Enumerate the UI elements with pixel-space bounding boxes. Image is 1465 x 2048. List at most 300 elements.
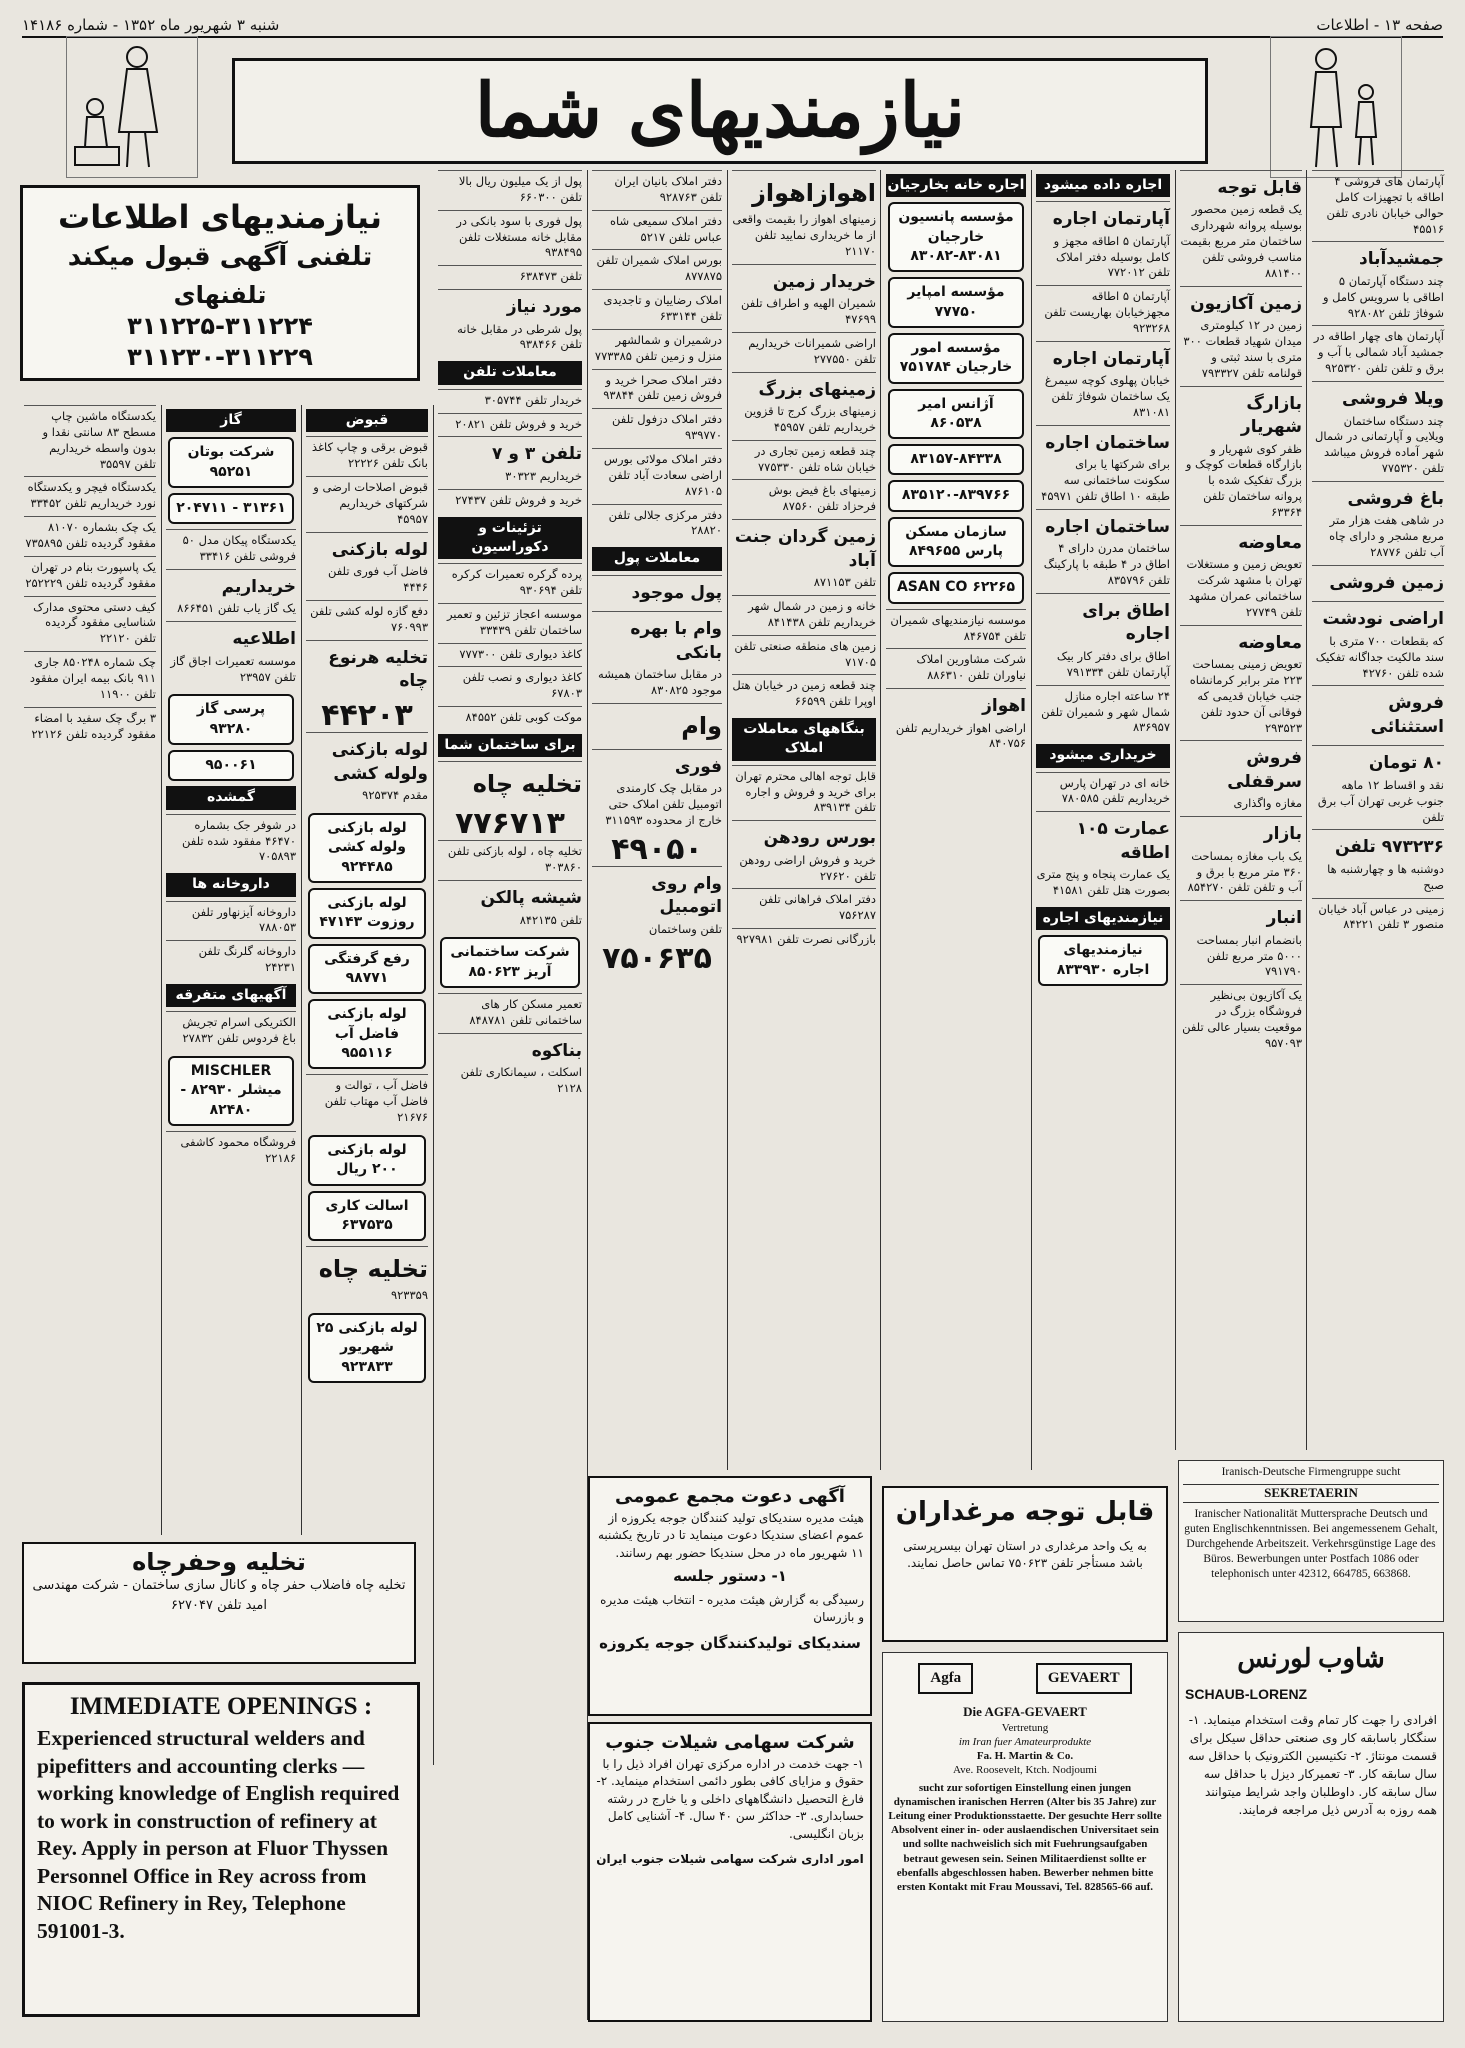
classified-ad-text: یک آکازیون بی‌نظیر فروشگاه بزرگ در موقعیت بسیار عالی تلفن ۹۵۷۰۹۳ <box>1182 988 1302 1050</box>
column-money-loans <box>588 170 726 1470</box>
classified-ad-text: زمینهای اهواز را بقیمت واقعی از ما خریداری نمایید تلفن ۲۱۱۷۰ <box>732 212 876 258</box>
ad-logo-box: ۳۱۳۶۱ - ۲۰۴۷۱۱ <box>168 493 294 524</box>
ad-logo-box: پرسی گاز ۹۳۲۸۰ <box>168 694 294 745</box>
classified-ad-text: قابل توجه اهالی محترم تهران برای خرید و فروش و اجاره تلفن ۸۳۹۱۳۴ <box>735 768 876 815</box>
ad-southern-fisheries-body: ۱- جهت خدمت در اداره مرکزی تهران افراد ذیل را با حقوق و مزایای کافی بطور دائمی استخدام مینماید. ۲- فارغ التحصیل دانشگاههای داخلی و یا خارج در رشته حسابداری. ۳- حداکثر سن ۴۰ سال. ۴- آشنایی کامل بزبان انگلیسی. <box>596 1757 864 1841</box>
column-foreigners-rental <box>882 170 1030 1470</box>
phones-label: تلفنهای <box>173 281 267 309</box>
ad-logo-box: ۸۳۵۱۲۰-۸۳۹۷۶۶ <box>888 480 1024 511</box>
classified-ad <box>1180 740 1302 816</box>
classified-ad-heading: اهوازاهواز <box>752 179 876 207</box>
classified-ad-text: دفتر املاک بانیان ایران تلفن ۹۲۸۷۶۳ <box>614 174 722 204</box>
classified-ad-text: داروخانه آیزنهاور تلفن ۷۸۸۰۵۳ <box>191 904 296 935</box>
classified-ad-heading: بازارگ شهریار <box>1240 393 1302 438</box>
classified-ad-text: فروشگاه محمود کاشفی ۲۲۱۸۶ <box>180 1135 296 1165</box>
classified-ad-text: یک چک بشماره ۸۱۰۷۰ مفقود گردیده تلفن ۷۳۵۸۹۵ <box>25 520 156 551</box>
classified-ad-text: که بقطعات ۷۰۰ متری با سند مالکیت جداگانه تفکیک شده تلفن ۴۲۷۶۰ <box>1315 633 1444 680</box>
ad-southern-fisheries-title: شرکت سهامی شیلات جنوب <box>605 1732 855 1753</box>
classified-ad-heading: اطاق برای اجاره <box>1082 601 1170 645</box>
classified-ad-text: چند قطعه زمین تجاری در خیابان شاه تلفن ۷۷۵۳۳۰ <box>754 443 876 474</box>
classified-ad <box>306 476 428 532</box>
ad-logo-box: MISCHLER میشلر ۸۲۹۳۰ - ۸۲۴۸۰ <box>168 1056 294 1126</box>
classified-ad-text: فاضل آب فوری تلفن ۴۴۴۶ <box>327 564 428 594</box>
classified-ad-text: تلفن ۸۴۲۱۳۵ <box>519 912 582 927</box>
agfa-body: sucht zur sofortigen Einstellung einen jungen dynamischen iranischen Herren (Alter bis 35 Jahre) zur Leitung einer Produktionsstaette. Der gesuchte Herr sollte Absolvent einer in- oder auslaendischen Universitaet sein und sollte nachweislich sich mit Fuehrungsaufgaben betraut gewesen sein. Seinen Militaerdienst sollte er ebenfalls abgeschlossen haben. Bewerber nehmen bitte ersten Kontakt mit Frau Moussavi, Tel. 828565-66 auf. <box>888 1782 1162 1893</box>
schaub-body: افرادی را جهت کار تمام وقت استخدام مینماید. ۱- سنگکار باسابقه کار وی صنعتی حداقل سیکل برای قسمت مونتاژ. ۲- تکنیسین الکترونیک با حداقل سه سال سابقه کار. ۳- تعمیرکار دیزل با حداقل سه سال سابقه کار. داوطلبان واجد شرایط میتوانند همه روزه به آدرس ذیل مراجعه فرمایند. <box>1188 1713 1437 1817</box>
ad-phone-box-subtitle: تلفنی آگهی قبول میکند <box>67 242 373 272</box>
classified-ad <box>166 940 296 980</box>
ad-logo-box: لوله بازکنی فاضل آب ۹۵۵۱۱۶ <box>308 999 426 1069</box>
classified-ad-text: پرده گرکره تعمیرات کرکره تلفن ۹۳۰۶۹۴ <box>451 567 582 598</box>
column-lost-found <box>20 405 160 1535</box>
classified-ad-text: الکتریکی اسرام تجریش باغ فردوس تلفن ۲۷۸۳۲ <box>182 1015 296 1046</box>
classified-ad-text: خرید و فروش اراضی رودهن تلفن ۲۷۶۲۰ <box>739 852 876 883</box>
classified-ad-text: دفتر املاک صحرا خرید و فروش زمین تلفن ۹۳۸۴۴ <box>603 372 722 403</box>
ad-big-phone: ۷۵۰۶۳۵ <box>602 940 712 976</box>
ad-general-assembly-title: آگهی دعوت مجمع عمومی <box>615 1486 845 1507</box>
ad-poultry-farmers <box>882 1486 1168 1642</box>
classified-ad-heading: اراضی نودشت <box>1322 609 1444 630</box>
ad-big-phone: ۷۷۶۷۱۳ <box>455 806 565 842</box>
classified-ad <box>1180 816 1302 900</box>
classified-ad-text: یکدستگاه ماشین چاپ مسطح ۸۳ سانتی نقدا و بدون واسطه خریداریم تلفن ۳۵۵۹۷ <box>42 409 156 471</box>
classified-ad <box>166 1011 296 1051</box>
classified-ad-text: یک پاسپورت بنام در تهران مفقود گردیده تلفن ۲۵۲۲۲۹ <box>25 559 156 590</box>
ad-schaub-lorenz <box>1178 1632 1444 2022</box>
classified-ad-text: آپارتمان ۵ اطاقه مجهزخیابان بهاریست تلفن ۹۲۳۲۶۸ <box>1044 289 1170 336</box>
section-heading: برای ساختمان شما <box>438 734 582 757</box>
classified-ad <box>732 595 876 635</box>
ad-logo-box: ۹۵۰۰۶۱ <box>168 750 294 781</box>
classified-ad <box>438 389 582 413</box>
classified-ad-text: کاغذ دیواری و نصب تلفن ۶۷۸۰۳ <box>462 670 582 701</box>
section-heading: نیازمندیهای اجاره <box>1036 907 1170 930</box>
classified-ad-heading: مورد نیاز <box>506 297 582 318</box>
classified-ad-heading: اهواز <box>982 696 1026 717</box>
column-rentals <box>1032 170 1174 1470</box>
ad-big-phone: ۴۹۰۵۰ <box>611 831 703 867</box>
classified-ad <box>438 170 582 210</box>
phones-line-2: ۳۱۱۲۳۰-۳۱۱۲۲۹ <box>127 343 313 372</box>
classified-ad <box>438 603 582 643</box>
classified-ad <box>732 440 876 480</box>
column-phones-decoration <box>434 170 586 2030</box>
classified-ad <box>592 210 722 250</box>
classified-ad <box>1180 286 1302 386</box>
classified-ad <box>732 264 876 332</box>
classified-ad <box>166 529 296 569</box>
section-heading: قبوض <box>306 409 428 432</box>
ad-logo-box: لوله بازکنی ۲۵ شهریور ۹۲۳۸۳۳ <box>308 1313 426 1383</box>
classified-ad-text: بورس املاک شمیران تلفن ۸۷۷۸۷۵ <box>596 253 722 284</box>
classified-ad <box>166 901 296 941</box>
classified-ad-text: خانه و زمین در شمال شهر خریداریم تلفن ۸۴۱۴۳۸ <box>748 598 876 629</box>
classified-ad-heading: عمارت ۱۰۵ اطاقه <box>1076 819 1170 863</box>
classified-ad <box>592 289 722 329</box>
column-rule <box>880 170 881 1470</box>
classified-ad <box>438 489 582 513</box>
classified-ad <box>1036 772 1170 812</box>
classified-ad <box>1036 593 1170 685</box>
ad-general-assembly-agenda-title: ۱- دستور جلسه <box>673 1567 787 1586</box>
classified-ad-text: زمین در ۱۲ کیلومتری میدان شهیاد قطعات ۳۰۰ متری با سند ثبتی و قولنامه تلفن ۷۹۳۳۲۷ <box>1183 318 1302 380</box>
classified-ad <box>24 707 156 747</box>
classified-ad <box>732 928 876 952</box>
header-page-label: صفحه ۱۳ - اطلاعات <box>1316 16 1443 34</box>
classified-ad-text: تعویض زمین و مستغلات تهران با مشهد شرکت ساختمانی عمران مشهد تلفن ۲۷۷۴۹ <box>1186 557 1302 619</box>
classified-ad-heading: خریدار زمین <box>772 271 876 292</box>
classified-ad <box>592 866 722 942</box>
sekretaerin-body: Iranischer Nationalität Muttersprache Deutsch und guten Englischkenntnissen. Bei angemessenem Gehalt, Durchgehende Arbeitszeit. Verkehrsgünstige Lage des Büros. Bewerbungen unter Postfach 1086 oder telephonisch unter 42312, 664785, 663868. <box>1184 1507 1438 1580</box>
classified-ad <box>166 814 296 870</box>
classified-ad <box>438 1033 582 1101</box>
classified-ad-text: در مقابل ساختمان همیشه موجود ۸۳۰۸۲۵ <box>598 667 722 697</box>
classified-ad <box>166 569 296 621</box>
family-illustration-right <box>1270 36 1402 178</box>
classified-ad <box>306 1074 428 1130</box>
classified-ad-text: تلفن وساختمان <box>648 921 722 936</box>
section-heading: خریداری میشود <box>1036 744 1170 767</box>
column-rule <box>301 405 302 1535</box>
classified-ad <box>732 479 876 519</box>
agfa-title: Die AGFA-GEVAERT <box>963 1704 1087 1720</box>
classified-ad-text: درشمیران و شمالشهر منزل و زمین تلفن ۷۷۳۳۸۵ <box>594 332 722 363</box>
classified-ad <box>1312 481 1444 565</box>
classified-ad <box>1036 285 1170 341</box>
classified-ad <box>732 170 876 264</box>
ad-logo-box: ۸۳۱۵۷-۸۴۳۳۸ <box>888 444 1024 475</box>
classified-ad <box>592 249 722 289</box>
ad-logo-box: مؤسسه پانسیون خارجیان ۸۳۰۸۱-۸۳۰۸۲ <box>888 202 1024 272</box>
classified-ad-text: اطاق برای دفتر کار بیک آپارتمان تلفن ۷۹۱۳۳۴ <box>1056 648 1170 679</box>
classified-ad-text: چند قطعه زمین در خیابان هتل اوپرا تلفن ۶۶۵۹۹ <box>732 678 876 709</box>
classified-ad-text: خیابان پهلوی کوچه سیمرغ یک ساختمان شوفاژ تلفن ۸۳۱۰۸۱ <box>1044 373 1170 420</box>
classified-ad <box>1180 525 1302 625</box>
family-illustration-left <box>66 36 198 178</box>
ad-sekretaerin <box>1178 1460 1444 1622</box>
classified-ad-text: یک باب مغازه بمساحت ۳۶۰ متر مربع با برق و آب و تلفن تلفن ۸۵۴۲۷۰ <box>1187 848 1302 895</box>
classified-ad-text: کیف دستی محتوی مدارک شناسایی مفقود گردیده تلفن ۲۲۱۲۰ <box>33 599 156 646</box>
ad-well-drilling-title: تخلیه وحفرچاه <box>132 1548 306 1576</box>
ad-immediate-openings-title: IMMEDIATE OPENINGS : <box>69 1693 373 1720</box>
ad-well-drilling-body: تخلیه چاه فاضلاب حفر چاه و کانال سازی ساختمان - شرکت مهندسی امید تلفن ۶۲۷۰۴۷ <box>32 1578 406 1613</box>
classified-ad-heading: تخلیه هرنوع چاه <box>328 647 428 691</box>
classified-ad-text: دفتر املاک دزفول تلفن ۹۳۹۷۷۰ <box>612 412 722 443</box>
header-date-issue: شنبه ۳ شهریور ماه ۱۳۵۲ - شماره ۱۴۱۸۶ <box>22 16 280 34</box>
classified-ad <box>438 840 582 880</box>
classified-ad <box>592 575 722 611</box>
classified-ad <box>24 405 156 476</box>
ad-phone-box-title: نیازمندیهای اطلاعات <box>58 198 382 236</box>
classified-ad-text: یکدستگاه پیکان مدل ۵۰ فروشی تلفن ۳۳۴۱۶ <box>182 533 296 564</box>
classified-ad <box>732 674 876 714</box>
ad-general-assembly-agenda: رسیدگی به گزارش هیئت مدیره - انتخاب هیئت مدیره و بازرسان <box>600 1593 864 1625</box>
classified-ad-text: دوشنبه ها و چهارشنبه ها صبح <box>1327 861 1444 892</box>
classified-ad-text: کاغذ دیواری تلفن ۷۷۷۳۰۰ <box>459 646 582 661</box>
classified-ad <box>438 563 582 603</box>
classified-ad-text: اراضی شمیرانات خریداریم تلفن ۲۷۷۵۵۰ <box>748 335 876 366</box>
classified-ad-heading: فوری <box>674 756 722 777</box>
section-heading: بنگاههای معاملات املاک <box>732 718 876 761</box>
column-rule <box>433 405 434 1765</box>
classified-ad <box>24 651 156 707</box>
classified-ad-text: برای شرکتها یا برای سکونت ساختمانی سه طبقه ۱۰ اطاق تلفن ۴۵۹۷۱ <box>1041 457 1170 504</box>
classified-ad-text: پول شرطی در مقابل خانه تلفن ۹۳۸۴۶۶ <box>457 321 582 352</box>
classified-ad <box>166 1131 296 1171</box>
ad-southern-fisheries <box>588 1722 872 2022</box>
classified-ad <box>1312 898 1444 938</box>
ad-general-assembly-body: هیئت مدیره سندیکای تولید کنندگان جوجه یکروزه از عموم اعضای سندیکا دعوت مینماید تا در تاریخ یکشنبه ۱۱ شهریور ماه در محل سندیکا حضور بهم رسانند. <box>597 1511 864 1560</box>
classified-ad-heading: آپارتمان اجاره <box>1052 209 1170 230</box>
column-rule <box>161 405 162 1535</box>
column-rule <box>727 170 728 1470</box>
classified-ad-text: در مقابل چک کارمندی اتومبیل تلفن املاک حتی خارج از محدوده ۳۱۱۵۹۳ <box>605 781 722 827</box>
classified-ad <box>1180 170 1302 286</box>
classified-ad-heading: معاوضه <box>1238 532 1302 553</box>
classified-ad <box>24 596 156 652</box>
classified-ad-heading: پول موجود <box>631 582 722 603</box>
classified-ad-heading: بورس رودهن <box>763 828 876 849</box>
classified-ad-heading: زمین آکازیون <box>1190 293 1302 314</box>
classified-ad-heading: زمینهای بزرگ <box>758 379 876 400</box>
ad-well-drilling <box>22 1542 416 1664</box>
classified-ad-text: فاضل آب ، توالت و فاضل آب مهتاب تلفن ۲۱۶۷۶ <box>324 1078 428 1125</box>
classified-ad-text: املاک رضاییان و تاجدیدی تلفن ۶۳۳۱۴۴ <box>603 293 722 324</box>
classified-ad-heading: زمین فروشی <box>1329 572 1444 593</box>
classified-ad-text: تعمیر مسکن کار های ساختمانی تلفن ۸۴۸۷۸۱ <box>469 997 582 1027</box>
column-rule <box>1306 170 1307 1450</box>
classified-ad <box>438 289 582 357</box>
classified-ad <box>1312 565 1444 601</box>
ad-immediate-openings <box>22 1682 420 2017</box>
classified-ad <box>24 516 156 556</box>
column-rule <box>1031 170 1032 1470</box>
section-heading: تزئینات و دکوراسیون <box>438 517 582 560</box>
column-land-sale <box>1176 170 1306 1450</box>
classified-ad <box>24 556 156 596</box>
section-heading: داروخانه ها <box>166 873 296 896</box>
classified-ad-text: مغازه واگذاری <box>1233 796 1302 811</box>
classified-ad <box>438 761 582 807</box>
classified-ad <box>1312 829 1444 897</box>
column-gas-misc <box>162 405 300 1535</box>
classified-ad-text: داروخانه گلرنگ تلفن ۲۴۲۳۱ <box>198 944 296 975</box>
classified-ad-text: اسکلت ، سیمانکاری تلفن ۲۱۲۸ <box>460 1065 582 1096</box>
classified-ad-text: خریداریم ۳۰۳۲۳ <box>505 468 582 483</box>
page-header <box>22 14 1443 38</box>
schaub-logo-fa: شاوب لورنس <box>1237 1644 1385 1673</box>
ad-poultry-farmers-title: قابل توجه مرغداران <box>895 1497 1155 1527</box>
classified-ad <box>886 648 1026 688</box>
ad-logo-box: شرکت ساختمانی آریز ۸۵۰۶۲۳ <box>440 937 580 988</box>
classified-ad-heading: تخلیه چاه <box>472 770 582 799</box>
classified-ad <box>1312 381 1444 481</box>
ad-logo-box: لوله بازکنی ۲۰۰ ریال <box>308 1135 426 1186</box>
ad-southern-fisheries-signature: امور اداری شرکت سهامی شیلات جنوب ایران <box>596 1852 864 1867</box>
classified-ad-text: نقد و اقساط ۱۲ ماهه جنوب غربی تهران آب برق تلفن <box>1317 777 1444 824</box>
section-heading: آگهیهای متفرقه <box>166 984 296 1007</box>
ad-logo-box: سازمان مسکن پارس ۸۴۹۶۵۵ <box>888 517 1024 568</box>
classified-ad <box>306 436 428 476</box>
classified-ad-text: قبوض اصلاحات ارضی و شرکتهای خریداریم ۴۵۹۵۷ <box>313 480 428 526</box>
classified-ad-heading: لوله بازکنی ولوله کشی <box>331 740 428 784</box>
classified-ad-heading: شیشه پالکن <box>480 888 582 909</box>
ad-logo-box: ASAN CO ۶۲۲۶۵ <box>888 572 1024 603</box>
classified-ad <box>438 210 582 266</box>
classified-ad-text: اراضی اهواز خریداریم تلفن ۸۴۰۷۵۶ <box>895 720 1026 751</box>
classified-ad-text: تلفن ۸۷۱۱۵۳ <box>813 575 876 590</box>
agfa-logos <box>887 1663 1163 1694</box>
classified-ad <box>1312 170 1444 241</box>
ad-logo-box: لوله بازکنی روزوت ۴۷۱۴۳ <box>308 888 426 939</box>
classified-ad-heading: ساختمان اجاره <box>1045 516 1170 537</box>
section-heading: اجاره داده میشود <box>1036 174 1170 197</box>
classified-ad <box>1312 601 1444 685</box>
classified-ad-heading: تلفن ۳ و ۷ <box>492 444 582 465</box>
classified-ad <box>1036 341 1170 425</box>
classified-ad <box>732 820 876 888</box>
classified-ad-text: شمیران الهیه و اطراف تلفن ۴۷۶۹۹ <box>741 296 876 326</box>
classified-ad-text: موکت کوبی تلفن ۸۴۵۵۲ <box>465 710 582 725</box>
classified-ad-heading: زمین گردان جنت آباد <box>734 527 876 571</box>
ad-agfa-gevaert <box>882 1652 1168 2022</box>
classified-ad-text: ۳ برگ چک سفید با امضاء مفقود گردیده تلفن ۲۲۱۲۶ <box>31 710 156 741</box>
classified-ad-heading: وام با بهره بانکی <box>630 619 722 663</box>
classified-ad-text: زمینهای بزرگ کرج تا قزوین خریداریم تلفن ۴۵۹۵۷ <box>744 404 876 434</box>
phones-line-1: ۳۱۱۲۲۵-۳۱۱۲۲۴ <box>127 312 313 341</box>
classified-ad-heading: بناکوه <box>531 1040 582 1061</box>
classified-ad-text: شرکت مشاورین املاک نیاوران تلفن ۸۸۶۳۱۰ <box>916 652 1026 683</box>
classified-ad <box>438 643 582 667</box>
classified-ad <box>592 408 722 448</box>
classified-ad-heading: قابل توجه <box>1217 178 1302 198</box>
classified-ad <box>732 635 876 675</box>
agfa-line-3: Fa. H. Martin & Co. <box>976 1749 1074 1762</box>
classified-ad <box>732 765 876 821</box>
ad-immediate-openings-body: Experienced structural welders and pipefitters and accounting clerks — working knowledge of English required to work in construction of refinery at Rey. Apply in person at Fluor Thyssen Personnel Office in Rey across from NIOC Refinery in Rey, Telephone 591001-3. <box>37 1726 400 1943</box>
section-heading: معاملات تلفن <box>438 361 582 384</box>
classified-ad-text: موسسه اعجاز تزئین و تعمیر ساختمان تلفن ۳۳۴۳۹ <box>446 606 582 637</box>
classified-ad <box>438 666 582 706</box>
classified-ad-heading: ۸۰ تومان <box>1368 753 1444 774</box>
classified-ad-text: زمینهای باغ فیض بوش فرحزاد تلفن ۸۷۵۶۰ <box>768 483 876 514</box>
ad-big-phone: ۴۴۲۰۳ <box>321 698 413 734</box>
gevaert-logo: GEVAERT <box>1036 1663 1132 1694</box>
ad-phone-box-phones <box>23 280 417 374</box>
classified-ad <box>592 504 722 544</box>
classified-ad <box>306 532 428 600</box>
classified-ad-text: چند دستگاه آپارتمان ۵ اطاقی با سرویس کامل و شوفاژ تلفن ۹۲۸۰۸۲ <box>1322 273 1444 320</box>
classified-ad <box>438 993 582 1033</box>
classified-ad-text: تلفن ۶۳۸۴۷۳ <box>519 269 582 284</box>
ad-general-assembly-signature: سندیکای تولیدکنندگان جوجه یکروزه <box>599 1633 861 1652</box>
classified-ad-text: خانه ای در تهران پارس خریداریم تلفن ۷۸۰۵۸۵ <box>1059 775 1170 806</box>
classified-ad-heading: اطلاعیه <box>232 629 296 650</box>
ad-logo-box: مؤسسه امور خارجیان ۷۵۱۷۸۴ <box>888 333 1024 384</box>
classified-ad-text: خرید و فروش تلفن ۲۰۸۲۱ <box>455 416 582 431</box>
classified-ad <box>886 688 1026 756</box>
classified-ad-text: چک شماره ۸۵۰۲۴۸ جاری ۹۱۱ بانک بیمه ایران مفقود تلفن ۱۱۹۰۰ <box>29 655 156 701</box>
classified-ad <box>306 732 428 808</box>
ad-logo-box: آژانس امیر ۸۶۰۵۳۸ <box>888 389 1024 440</box>
classified-ad-heading: وام <box>681 711 722 740</box>
classified-ad-text: ۹۲۳۳۵۹ <box>390 1288 428 1303</box>
classified-ad <box>886 609 1026 649</box>
classified-ad <box>592 170 722 210</box>
classified-ad-text: قبوض برقی و چاپ کاغذ بانک تلفن ۲۲۲۲۶ <box>311 440 428 471</box>
classified-ad-heading: معاوضه <box>1238 632 1302 653</box>
classified-ad-heading: فروش استثنائی <box>1370 693 1444 737</box>
classified-ad-text: موسسه تعمیرات اجاق گاز تلفن ۲۳۹۵۷ <box>170 653 296 684</box>
classified-ad-heading: خریداریم <box>221 576 296 597</box>
classified-ad-text: یک عمارت پنجاه و پنج متری بصورت هتل تلفن ۴۱۵۸۱ <box>1036 867 1170 898</box>
section-banner <box>232 58 1208 164</box>
classified-ad-heading: ویلا فروشی <box>1342 389 1444 410</box>
classified-ad-heading: بازار <box>1263 824 1302 845</box>
classified-ad <box>306 640 428 700</box>
classified-ad <box>1036 811 1170 903</box>
classified-ad <box>438 413 582 437</box>
classified-ad-text: در شوفر جک بشماره ۴۶۴۷۰ مفقود شده تلفن ۷۰۵۸۹۳ <box>182 817 296 864</box>
sekretaerin-title: SEKRETAERIN <box>1183 1484 1439 1503</box>
classified-ad <box>1312 685 1444 745</box>
classified-ad-heading: ۹۷۳۲۳۶ تلفن <box>1334 837 1444 858</box>
classified-ad <box>592 703 722 749</box>
classified-ad-text: مقدم ۹۲۵۳۷۴ <box>362 788 428 803</box>
classified-ad <box>438 436 582 488</box>
classified-ad-text: یکدستگاه فیچر و یکدستگاه نورد خریداریم تلفن ۳۳۴۵۲ <box>27 480 156 511</box>
column-ahvaz-land <box>728 170 880 1470</box>
classified-ad-text: موسسه نیازمندیهای شمیران تلفن ۸۴۶۷۵۴ <box>890 612 1026 643</box>
classified-ad-text: خرید و فروش تلفن ۲۷۴۳۷ <box>455 492 582 507</box>
classified-ad-text: یک گاز یاب تلفن ۸۶۶۴۵۱ <box>177 601 296 616</box>
classified-ad-text: ساختمان مدرن دارای ۴ اطاق در ۴ طبقه با پارکینگ تلفن ۸۳۵۷۹۶ <box>1043 541 1170 588</box>
classified-ad <box>732 332 876 372</box>
classified-ad-heading: تخلیه چاه <box>318 1255 428 1284</box>
classified-ad <box>438 880 582 932</box>
classified-ad-text: در شاهی هفت هزار متر مربع مشجر و دارای چاه آب تلفن ۲۸۷۷۶ <box>1329 513 1444 560</box>
classified-ad <box>592 329 722 369</box>
ad-logo-box: لوله بازکنی ولوله کشی ۹۲۴۴۸۵ <box>308 813 426 883</box>
agfa-logo: Agfa <box>918 1663 973 1694</box>
sekretaerin-intro: Iranisch-Deutsche Firmengruppe sucht <box>1221 1466 1401 1478</box>
classified-ad <box>1180 625 1302 741</box>
classified-ad-heading: فروش سرقفلی <box>1227 748 1302 792</box>
classified-ad-text: یک قطعه زمین محصور بوسیله پروانه شهرداری ساختمان متر مربع بقیمت مناسب فروشی تلفن ۸۸۱۴۰۰ <box>1180 202 1302 280</box>
classified-ad-text: ۲۴ ساعته اجاره منازل شمال شهر و شمیران تلفن ۸۳۶۹۵۷ <box>1041 688 1170 735</box>
classified-ad <box>306 1246 428 1308</box>
ad-logo-box: مؤسسه امپایر ۷۷۷۵۰ <box>888 277 1024 328</box>
classified-ad <box>732 888 876 928</box>
classified-ad-text: آپارتمان های چهار اطاقه در جمشید آباد شمالی با آب و برق و تلفن تلفن ۹۲۵۳۲۰ <box>1313 329 1444 376</box>
column-apartments-sale <box>1308 170 1448 1450</box>
ad-phone-box <box>20 185 420 381</box>
classified-ad <box>1180 386 1302 525</box>
classified-ad <box>1036 425 1170 509</box>
classified-ad-text: دفتر مرکزی جلالی تلفن ۲۸۸۲۰ <box>608 507 722 538</box>
classified-ad-text: آپارتمان ۵ اطاقه مجهز و کامل بوسیله دفتر املاک تلفن ۷۷۲۰۱۲ <box>1053 233 1170 280</box>
classified-ad <box>1180 984 1302 1055</box>
agfa-line-4: Ave. Roosevelt, Ktch. Nodjoumi <box>953 1764 1097 1777</box>
classified-ad-text: پول فوری با سود بانکی در مقابل خانه مستغلات تلفن ۹۳۸۴۹۵ <box>456 213 582 260</box>
classified-ad-heading: وام روی اتومبیل <box>651 873 722 918</box>
classified-ad-text: بانضمام انبار بمساحت ۵۰۰۰ متر مربع تلفن ۷۹۱۷۹۰ <box>1196 932 1302 979</box>
classified-ad <box>1312 241 1444 325</box>
classified-ad-text: خریدار تلفن ۳۰۵۷۴۴ <box>484 392 582 407</box>
classified-ad-text: زمین های منطقه صنعتی تلفن ۷۱۷۰۵ <box>734 638 876 669</box>
classified-ad-text: تخلیه چاه ، لوله بازکنی تلفن ۳۰۳۸۶۰ <box>447 844 582 875</box>
classified-ad-heading: ساختمان اجاره <box>1045 432 1170 453</box>
